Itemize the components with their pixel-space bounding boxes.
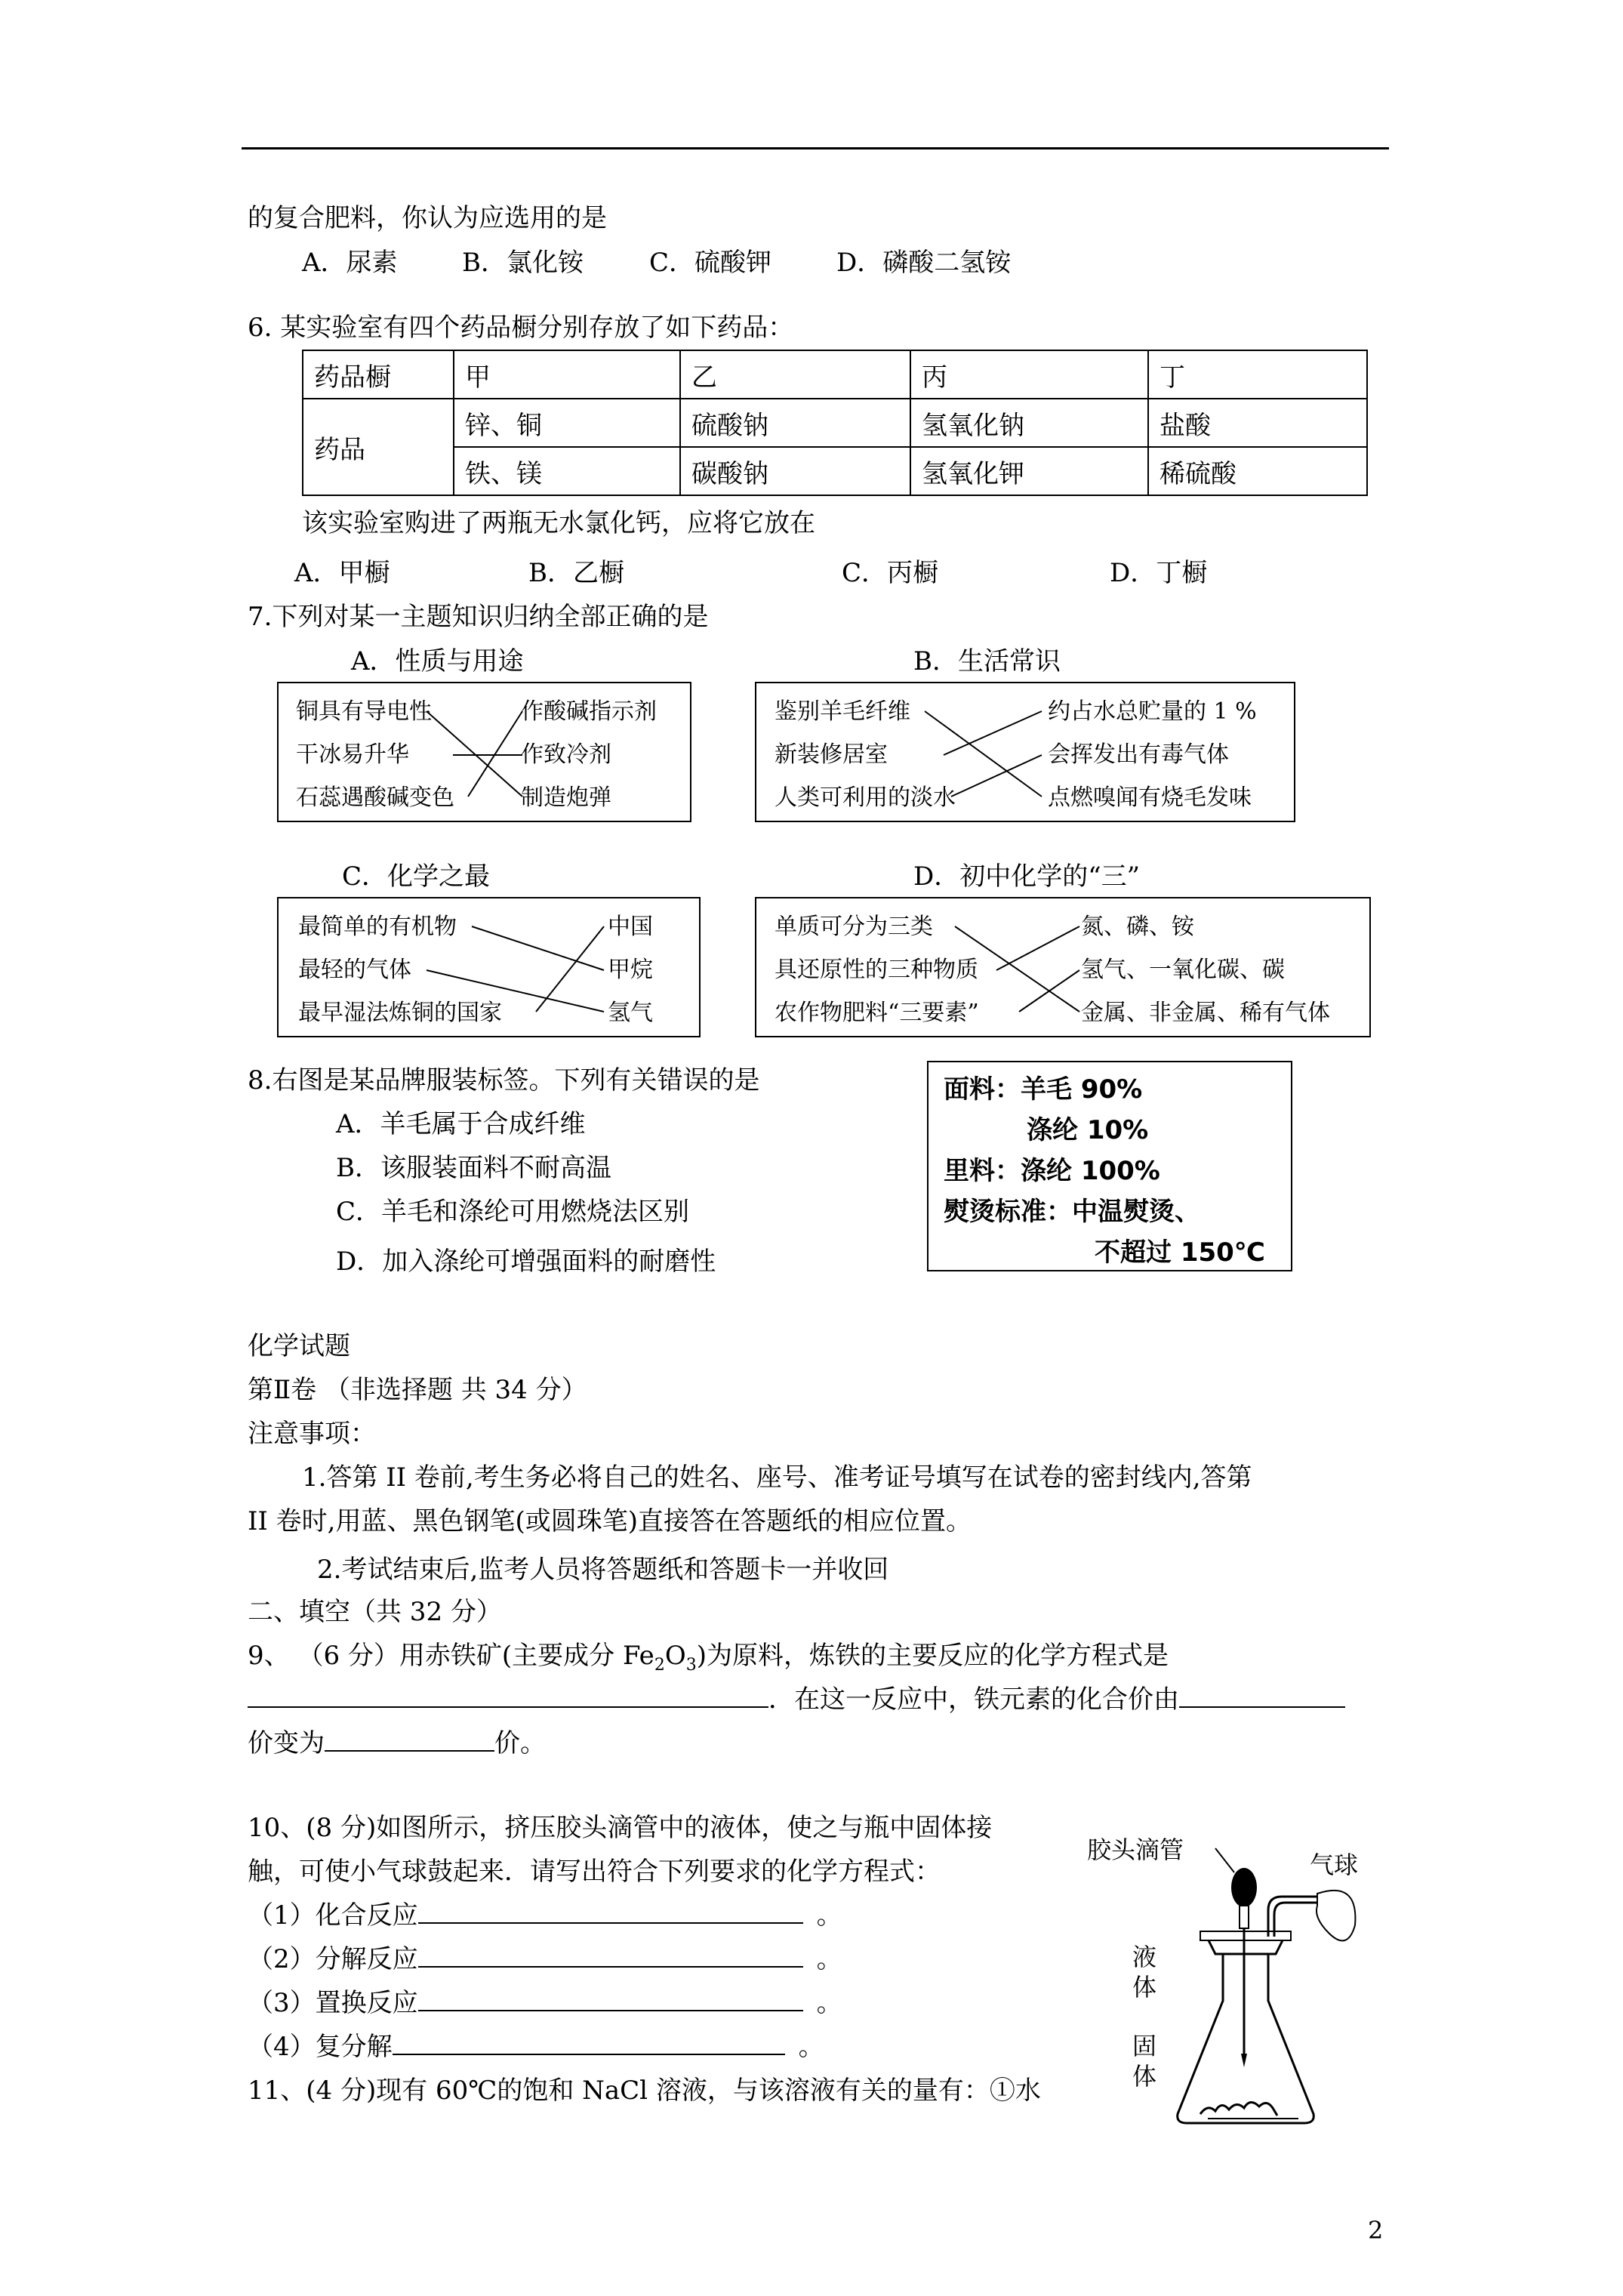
box-a-left-1: 铜具有导电性 — [296, 698, 432, 725]
q6-option-b: B．乙橱 — [528, 558, 624, 588]
header-rule — [242, 147, 1389, 149]
q9-answer-blank-2[interactable] — [1179, 1706, 1345, 1708]
box-d-right-2: 氢气、一氧化碳、碳 — [1081, 957, 1285, 983]
table-cell: 盐酸 — [1148, 399, 1367, 447]
table-cell: 氢氧化钾 — [910, 447, 1148, 495]
notice-heading: 注意事项： — [248, 1419, 376, 1449]
table-cell: 氢氧化钠 — [910, 399, 1148, 447]
q7-d-title: D．初中化学的“三” — [913, 861, 1141, 892]
q10-answer-blank-4[interactable] — [393, 2054, 785, 2055]
table-row — [303, 447, 1367, 495]
label-line-3: 里料：涤纶 100% — [944, 1156, 1160, 1186]
label-line-5: 不超过 150℃ — [1095, 1237, 1265, 1268]
clothing-label — [927, 1061, 1292, 1271]
box-d-right-3: 金属、非金属、稀有气体 — [1081, 1000, 1330, 1026]
q10-stem-1: 10、(8 分)如图所示，挤压胶头滴管中的液体，使之与瓶中固体接 — [248, 1813, 993, 1843]
flask-dropper-diagram — [1155, 1827, 1381, 2144]
q8-option-a: A．羊毛属于合成纤维 — [336, 1109, 586, 1139]
q6-followup: 该实验室购进了两瓶无水氯化钙，应将它放在 — [302, 508, 815, 538]
table-row — [303, 399, 1367, 447]
q9-line-2: ．在这一反应中，铁元素的化合价由 — [248, 1684, 1345, 1715]
figure-label-liquid: 液体 — [1132, 1943, 1157, 2002]
q5-option-c: C．硫酸钾 — [649, 248, 772, 278]
table-cell: 稀硫酸 — [1148, 447, 1367, 495]
q10-item-2: （2）分解反应 。 — [248, 1944, 842, 1974]
box-d-left-3: 农作物肥料“三要素” — [775, 1000, 979, 1026]
q10-item-3: （3）置换反应 。 — [248, 1988, 842, 2018]
box-c-right-2: 甲烷 — [608, 957, 653, 983]
table-cell: 碳酸钠 — [680, 447, 910, 495]
label-line-2: 涤纶 10% — [1027, 1115, 1149, 1145]
box-d-connector-lines — [951, 910, 1087, 1031]
figure-label-balloon: 气球 — [1310, 1851, 1359, 1879]
q7-c-title: C．化学之最 — [342, 861, 491, 892]
paper-title: 化学试题 — [248, 1331, 350, 1361]
box-d-left-1: 单质可分为三类 — [775, 914, 933, 940]
box-a-connector-lines — [423, 695, 528, 815]
box-a-left-3: 石蕊遇酸碱变色 — [296, 784, 454, 811]
box-c-left-1: 最简单的有机物 — [298, 914, 457, 940]
q10-answer-blank-1[interactable] — [418, 1922, 803, 1924]
box-b-left-1: 鉴别羊毛纤维 — [775, 698, 910, 725]
table-row-label: 药品 — [303, 399, 454, 495]
q6-option-d: D．丁橱 — [1110, 558, 1208, 588]
note-1a: 1.答第 II 卷前,考生务必将自己的姓名、座号、准考证号填写在试卷的密封线内,答第 — [302, 1462, 1252, 1493]
q9-answer-blank-1[interactable] — [248, 1706, 768, 1708]
q5-continuation: 的复合肥料，你认为应选用的是 — [248, 203, 607, 233]
q5-option-b: B．氯化铵 — [462, 248, 584, 278]
q8-stem: 8.右图是某品牌服装标签。下列有关错误的是 — [248, 1065, 760, 1096]
q8-option-b: B．该服装面料不耐高温 — [336, 1153, 611, 1183]
q10-stem-2: 触，可使小气球鼓起来．请写出符合下列要求的化学方程式： — [248, 1857, 941, 1887]
label-line-4: 熨烫标准：中温熨烫、 — [944, 1197, 1200, 1227]
q6-option-c: C．丙橱 — [842, 558, 939, 588]
q8-option-d: D．加入涤纶可增强面料的耐磨性 — [336, 1247, 716, 1277]
box-d-right-1: 氮、磷、铵 — [1081, 914, 1194, 940]
table-cell: 硫酸钠 — [680, 399, 910, 447]
table-header-cell: 丙 — [910, 350, 1148, 399]
box-b-right-2: 会挥发出有毒气体 — [1048, 741, 1229, 768]
q6-option-a: A．甲橱 — [294, 558, 390, 588]
box-b-right-1: 约占水总贮量的 1 % — [1048, 698, 1257, 725]
box-b-left-2: 新装修居室 — [775, 741, 888, 768]
section-title: 第Ⅱ卷 （非选择题 共 34 分） — [248, 1375, 587, 1405]
q6-stem: 6. 某实验室有四个药品橱分别存放了如下药品： — [248, 313, 794, 343]
table-cell: 铁、镁 — [454, 447, 680, 495]
q7-stem: 7.下列对某一主题知识归纳全部正确的是 — [248, 602, 709, 632]
q5-option-a: A．尿素 — [302, 248, 398, 278]
q10-item-1: （1）化合反应 。 — [248, 1900, 842, 1931]
medicine-cabinet-table — [302, 350, 1368, 496]
label-line-1: 面料：羊毛 90% — [944, 1074, 1143, 1105]
box-a-right-1: 作酸碱指示剂 — [521, 698, 657, 725]
box-a-right-3: 制造炮弹 — [521, 784, 611, 811]
figure-label-dropper: 胶头滴管 — [1087, 1835, 1184, 1864]
box-b-connector-lines — [921, 695, 1049, 815]
q10-answer-blank-3[interactable] — [418, 2010, 803, 2011]
box-c-connector-lines — [423, 910, 611, 1031]
q11-stem: 11、(4 分)现有 60℃的饱和 NaCl 溶液，与该溶液有关的量有：①水 — [248, 2076, 1041, 2106]
box-a-left-2: 干冰易升华 — [296, 741, 409, 768]
q8-option-c: C．羊毛和涤纶可用燃烧法区别 — [336, 1197, 690, 1227]
q5-option-d: D．磷酸二氢铵 — [836, 248, 1012, 278]
box-d-left-2: 具还原性的三种物质 — [775, 957, 978, 983]
table-row — [303, 350, 1367, 399]
box-b-left-3: 人类可利用的淡水 — [775, 784, 956, 811]
table-header-cell: 药品橱 — [303, 350, 454, 399]
fill-in-heading: 二、填空（共 32 分） — [248, 1597, 502, 1627]
q7-a-title: A．性质与用途 — [351, 646, 524, 676]
q10-item-4: （4）复分解 。 — [248, 2032, 824, 2062]
box-b-right-3: 点燃嗅闻有烧毛发味 — [1048, 784, 1252, 811]
page-number: 2 — [1368, 2216, 1384, 2245]
q9-stem: 9、 （6 分）用赤铁矿(主要成分 $Fe_2O_3$)为原料，炼铁的主要反应的化学方程式是 — [248, 1641, 1169, 1675]
table-header-cell: 乙 — [680, 350, 910, 399]
box-c-right-3: 氢气 — [608, 1000, 653, 1026]
box-a-right-2: 作致冷剂 — [521, 741, 611, 768]
q9-answer-blank-3[interactable] — [325, 1750, 494, 1752]
box-c-left-3: 最早湿法炼铜的国家 — [298, 1000, 502, 1026]
note-1b: II 卷时,用蓝、黑色钢笔(或圆珠笔)直接答在答题纸的相应位置。 — [248, 1506, 972, 1536]
q7-b-title: B．生活常识 — [913, 646, 1061, 676]
table-header-cell: 丁 — [1148, 350, 1367, 399]
box-c-left-2: 最轻的气体 — [298, 957, 411, 983]
q9-line-3: 价变为 价。 — [248, 1728, 546, 1758]
box-c-right-1: 中国 — [608, 914, 653, 940]
table-header-cell: 甲 — [454, 350, 680, 399]
figure-label-solid: 固体 — [1132, 2032, 1157, 2091]
note-2: 2.考试结束后,监考人员将答题纸和答题卡一并收回 — [317, 1555, 889, 1585]
table-cell: 锌、铜 — [454, 399, 680, 447]
q10-answer-blank-2[interactable] — [418, 1966, 803, 1968]
